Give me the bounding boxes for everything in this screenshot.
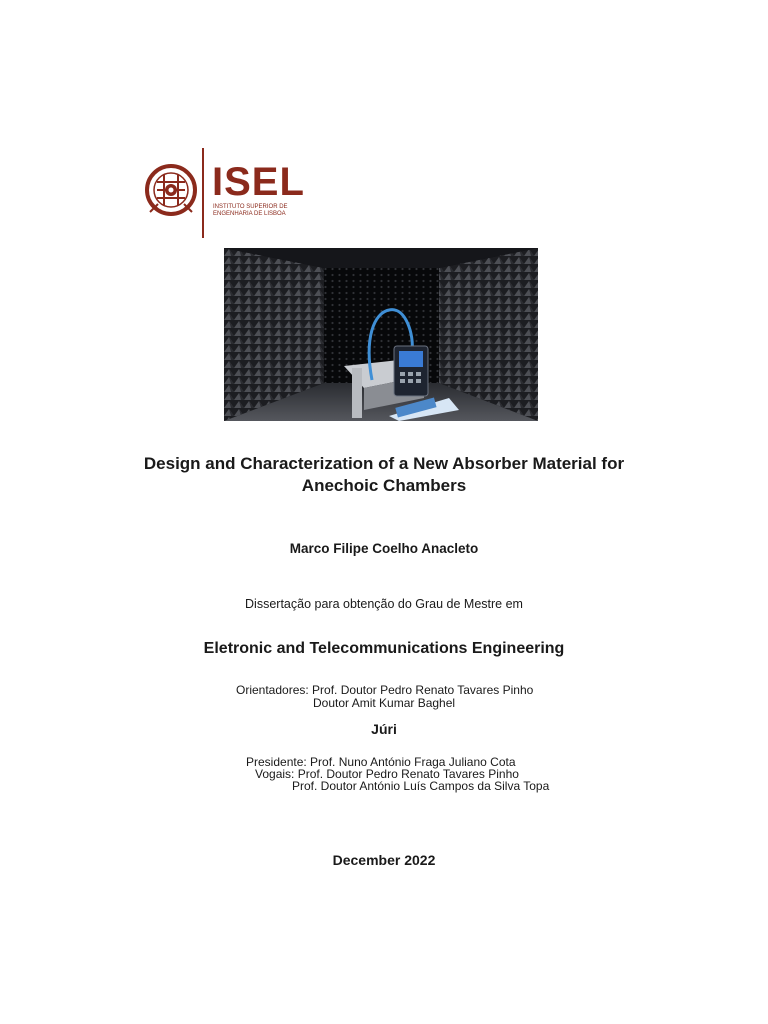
isel-emblem-icon [144,152,198,228]
thesis-title-line-1: Design and Characterization of a New Absorber Material for [143,454,625,473]
thesis-title [100,453,668,497]
jury-heading: Júri [371,721,397,737]
author-name: Marco Filipe Coelho Anacleto [289,541,479,556]
president-label: Presidente: [246,755,307,769]
advisors-block [236,684,533,710]
advisors-label: Orientadores: [236,683,309,697]
isel-logo [144,148,304,240]
members-label: Vogais: [255,767,295,781]
advisor-name: Doutor Amit Kumar Baghel [313,696,456,710]
logo-name: ISEL [212,160,305,204]
submission-date: December 2022 [332,852,436,868]
program-name: Eletronic and Telecommunications Engineering [203,640,565,657]
degree-label: Dissertação para obtenção do Grau de Mestre em [245,597,523,611]
advisor-name: Prof. Doutor Pedro Renato Tavares Pinho [312,683,534,697]
logo-divider [202,148,204,238]
jury-member-name: Prof. Doutor António Luís Campos da Silva Topa [292,779,550,793]
logo-subtitle: INSTITUTO SUPERIOR DE ENGENHARIA DE LISBOA [213,204,288,217]
president-name: Prof. Nuno António Fraga Juliano Cota [310,755,516,769]
jury-member-name: Prof. Doutor Pedro Renato Tavares Pinho [297,767,519,781]
anechoic-chamber-photo [224,248,538,421]
jury-block [246,756,549,792]
thesis-title-line-2: Anechoic Chambers [301,476,467,495]
